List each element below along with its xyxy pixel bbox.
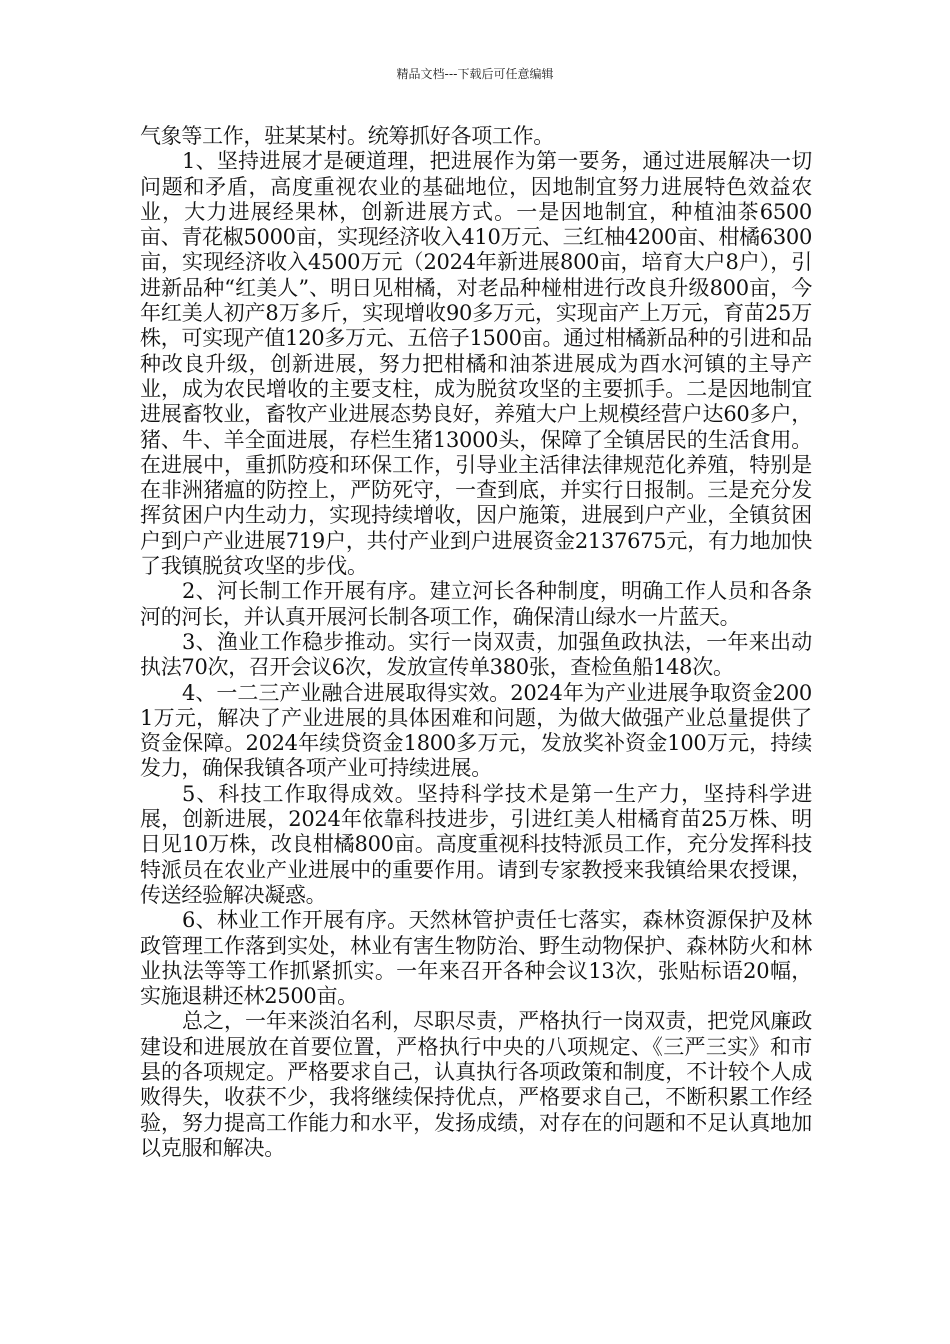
paragraph-2-river-chief: 2、河长制工作开展有序。建立河长各种制度，明确工作人员和各条河的河长，并认真开展河长制各项工作，确保清山绿水一片蓝天。 xyxy=(140,579,812,629)
paragraph-intro-continuation: 气象等工作，驻某某村。统筹抓好各项工作。 xyxy=(140,124,554,148)
document-body xyxy=(140,124,812,1161)
paragraph-5-science-technology: 5、科技工作取得成效。坚持科学技术是第一生产力，坚持科学进展，创新进展，2024年依靠科技进步，引进红美人柑橘育苗25万株、明日见10万株，改良柑橘800亩。高度重视科技特派员工作，充分发挥科技特派员在农业产业进展中的重要作用。请到专家教授来我镇给果农授课，传送经验解决凝惑。 xyxy=(140,781,812,907)
paragraph-1-agriculture: 1、坚持进展才是硬道理，把进展作为第一要务，通过进展解决一切问题和矛盾，高度重视农业的基础地位，因地制宜努力进展特色效益农业，大力进展经果林，创新进展方式。一是因地制宜，种植油茶6500亩、青花椒5000亩，实现经济收入410万元、三红柚4200亩、柑橘6300亩，实现经济收入4500万元（2024年新进展800亩，培育大户8户），引进新品种“红美人”、明日见柑橘，对老品种椪柑进行改良升级800亩，今年红美人初产8万多斤，实现增收90多万元，实现亩产上万元，育苗25万株，可实现产值120多万元、五倍子1500亩。通过柑橘新品种的引进和品种改良升级，创新进展，努力把柑橘和油茶进展成为酉水河镇的主导产业，成为农民增收的主要支柱，成为脱贫攻坚的主要抓手。二是因地制宜进展畜牧业，畜牧产业进展态势良好，养殖大户上规模经营户达60多户，猪、牛、羊全面进展，存栏生猪13000头，保障了全镇居民的生活食用。在进展中，重抓防疫和环保工作，引导业主活律法律规范化养殖，特别是在非洲猪瘟的防控上，严防死守，一查到底，并实行日报制。三是充分发挥贫困户内生动力，实现持续增收，因户施策，进展到户产业，全镇贫困户到户产业进展719户，共付产业到户进展资金2137675元，有力地加快了我镇脱贫攻坚的步伐。 xyxy=(140,149,813,579)
paragraph-3-fishery: 3、渔业工作稳步推动。实行一岗双责，加强鱼政执法，一年来出动执法70次，召开会议6次，发放宣传单380张，查检鱼船148次。 xyxy=(140,629,812,680)
paragraph-6-forestry: 6、林业工作开展有序。天然林管护责任七落实，森林资源保护及林政管理工作落到实处，林业有害生物防治、野生动物保护、森林防火和林业执法等等工作抓紧抓实。一年来召开各种会议13次，张贴标语20幅，实施退耕还林2500亩。 xyxy=(140,908,812,1009)
paragraph-conclusion: 总之，一年来淡泊名利，尽职尽责，严格执行一岗双责，把党风廉政建设和进展放在首要位置，严格执行中央的八项规定、《三严三实》和市县的各项规定。严格要求自己，认真执行各项政策和制度，不计较个人成败得失，收获不少，我将继续保持优点，严格要求自己，不断积累工作经验，努力提高工作能力和水平，发扬成绩，对存在的问题和不足认真地加以克服和解决。 xyxy=(140,1009,812,1160)
page-header: 精品文档---下载后可任意编辑 xyxy=(396,67,554,81)
paragraph-4-industry-integration: 4、一二三产业融合进展取得实效。2024年为产业进展争取资金2001万元，解决了产业进展的具体困难和问题，为做大做强产业总量提供了资金保障。2024年续贷资金1800多万元，发放奖补资金100万元，持续发力，确保我镇各项产业可持续进展。 xyxy=(140,680,812,781)
